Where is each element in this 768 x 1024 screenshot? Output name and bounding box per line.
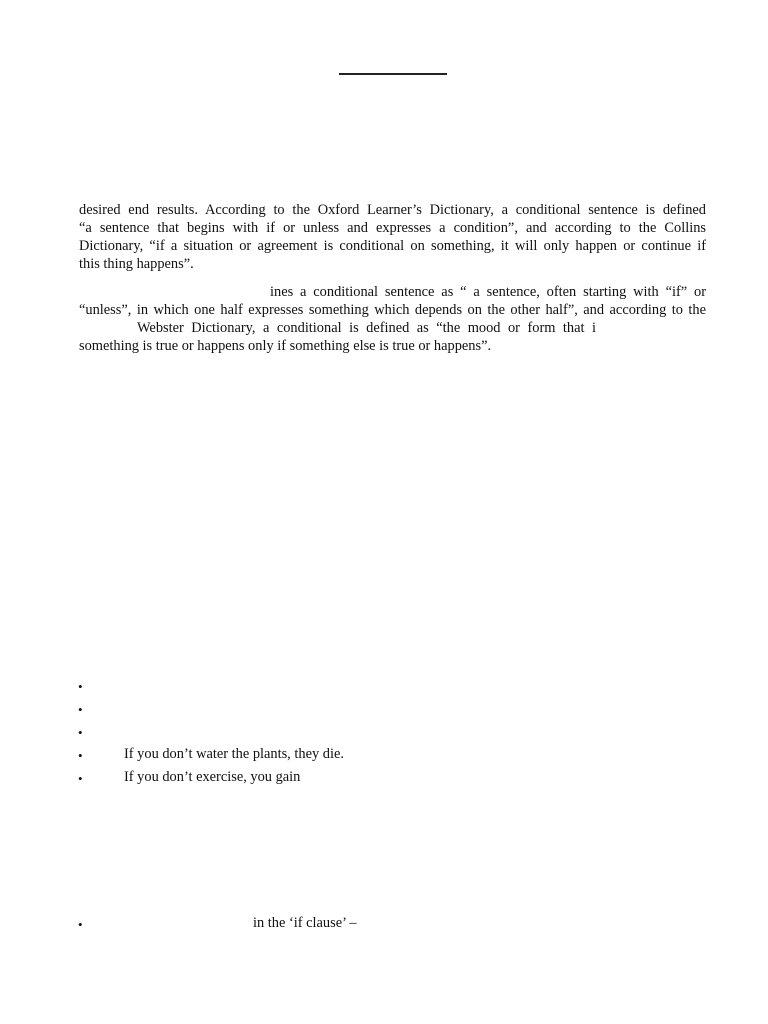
bullet-item-text: If you don’t exercise, you gain bbox=[124, 769, 301, 785]
bullet-marker: • bbox=[78, 679, 83, 694]
paragraph-1-line-2: “a sentence that begins with if or unless and expresses a condition”, and according to the Collins bbox=[79, 220, 706, 236]
paragraph-2-line-1: ines a conditional sentence as “ a sentence, often starting with “if” or bbox=[270, 284, 706, 300]
bullet-marker: • bbox=[78, 771, 83, 786]
bullet-marker: • bbox=[78, 702, 83, 717]
title-underline bbox=[339, 73, 447, 75]
paragraph-2-line-3: Webster Dictionary, a conditional is defined as “the mood or form that i bbox=[137, 320, 596, 336]
bullet-item-text: If you don’t water the plants, they die. bbox=[124, 746, 344, 762]
paragraph-1-line-1: desired end results. According to the Oxford Learner’s Dictionary, a conditional sentence is defined bbox=[79, 202, 706, 218]
bullet-marker: • bbox=[78, 748, 83, 763]
bullet-marker: • bbox=[78, 917, 83, 932]
bullet-marker: • bbox=[78, 725, 83, 740]
paragraph-2-line-4: something is true or happens only if something else is true or happens”. bbox=[79, 338, 492, 354]
paragraph-1-line-3: Dictionary, “if a situation or agreement is conditional on something, it will only happen or continue if bbox=[79, 238, 706, 254]
bullet-item-text: in the ‘if clause’ – bbox=[253, 915, 357, 931]
paragraph-1-line-4: this thing happens”. bbox=[79, 256, 194, 272]
paragraph-2-line-2: “unless”, in which one half expresses something which depends on the other half”, and according to the bbox=[79, 302, 706, 318]
